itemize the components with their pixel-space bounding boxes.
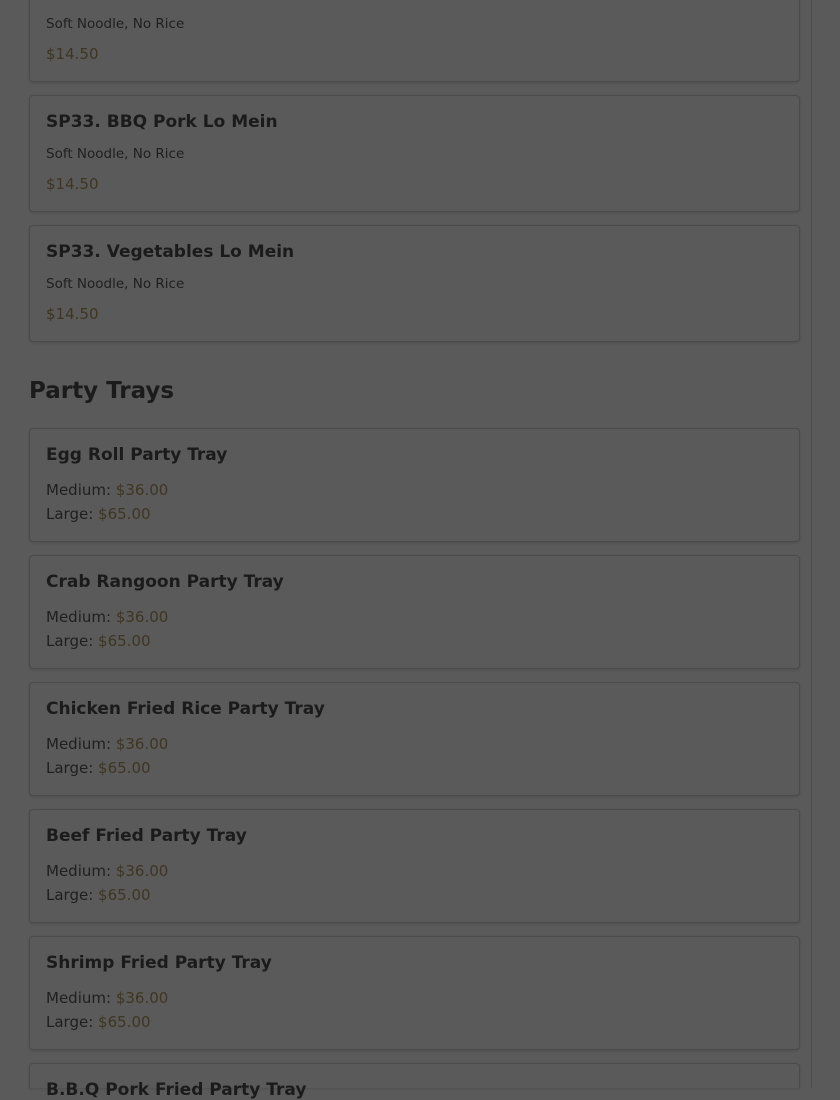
medium-price: $36.00 <box>115 862 169 880</box>
medium-price-line <box>46 608 168 626</box>
menu-item-card[interactable] <box>29 0 800 82</box>
menu-item-price: $14.50 <box>46 175 99 193</box>
page-scrollbar[interactable] <box>811 0 840 1088</box>
party-tray-name: B.B.Q Pork Fried Party Tray <box>46 1080 307 1100</box>
party-tray-name: Beef Fried Party Tray <box>46 826 247 846</box>
party-tray-card[interactable] <box>29 682 800 796</box>
medium-price-line <box>46 735 168 753</box>
party-tray-card[interactable] <box>29 428 800 542</box>
party-tray-name: Shrimp Fried Party Tray <box>46 953 272 973</box>
medium-label: Medium: <box>46 989 112 1007</box>
menu-item-price: $14.50 <box>46 305 99 323</box>
party-tray-card[interactable] <box>29 1063 800 1100</box>
large-price: $65.00 <box>98 886 151 904</box>
large-label: Large: <box>46 1013 94 1031</box>
menu-item-name: SP33. BBQ Pork Lo Mein <box>46 112 278 132</box>
party-tray-name: Egg Roll Party Tray <box>46 445 228 465</box>
medium-price-line <box>46 481 168 499</box>
large-price: $65.00 <box>98 759 151 777</box>
medium-price-line <box>46 862 168 880</box>
medium-price-line <box>46 989 168 1007</box>
party-tray-name: Crab Rangoon Party Tray <box>46 572 284 592</box>
menu-item-description: Soft Noodle, No Rice <box>46 276 185 292</box>
menu-item-description: Soft Noodle, No Rice <box>46 16 185 32</box>
party-tray-card[interactable] <box>29 809 800 923</box>
large-label: Large: <box>46 632 94 650</box>
party-tray-card[interactable] <box>29 555 800 669</box>
medium-price: $36.00 <box>115 608 169 626</box>
party-tray-card[interactable] <box>29 936 800 1050</box>
large-price: $65.00 <box>98 1013 151 1031</box>
large-price-line <box>46 632 151 650</box>
medium-price: $36.00 <box>115 481 169 499</box>
large-label: Large: <box>46 759 94 777</box>
medium-price: $36.00 <box>115 735 169 753</box>
large-price-line <box>46 1013 151 1031</box>
large-price: $65.00 <box>98 632 151 650</box>
menu-item-card[interactable] <box>29 225 800 342</box>
large-price: $65.00 <box>98 505 151 523</box>
large-price-line <box>46 759 151 777</box>
party-tray-name: Chicken Fried Rice Party Tray <box>46 699 325 719</box>
medium-label: Medium: <box>46 608 112 626</box>
menu-item-card[interactable] <box>29 95 800 212</box>
medium-label: Medium: <box>46 862 112 880</box>
medium-label: Medium: <box>46 735 112 753</box>
medium-price: $36.00 <box>115 989 169 1007</box>
section-heading-party-trays: Party Trays <box>29 378 175 404</box>
large-price-line <box>46 886 151 904</box>
medium-label: Medium: <box>46 481 112 499</box>
menu-item-price: $14.50 <box>46 45 99 63</box>
large-price-line <box>46 505 151 523</box>
large-label: Large: <box>46 505 94 523</box>
menu-item-name: SP33. Vegetables Lo Mein <box>46 242 295 262</box>
large-label: Large: <box>46 886 94 904</box>
menu-item-description: Soft Noodle, No Rice <box>46 146 185 162</box>
